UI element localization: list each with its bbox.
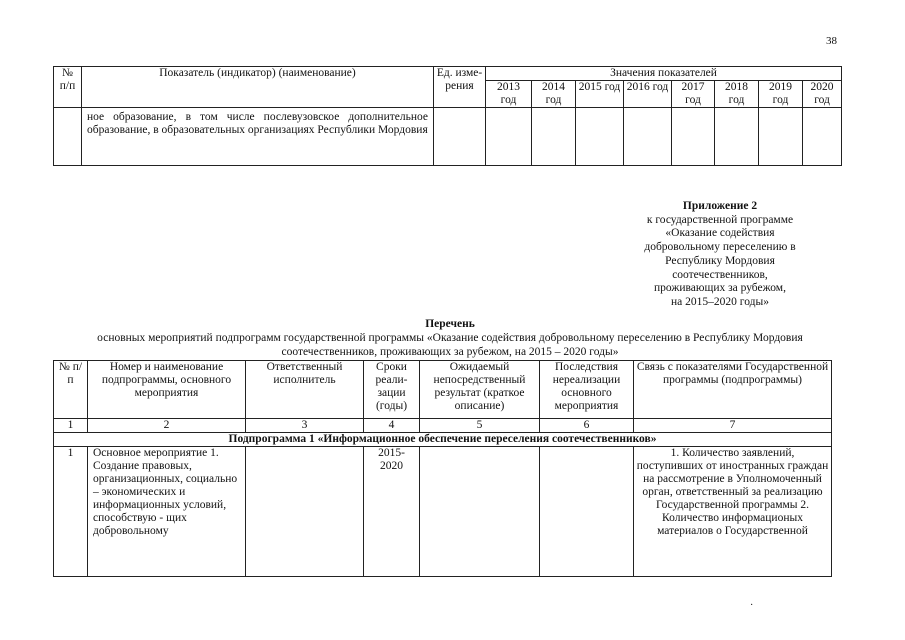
table-cell: [715, 108, 759, 166]
appendix-line: на 2015–2020 годы»: [671, 295, 769, 308]
activity-result: [420, 447, 540, 577]
row-num: 1: [54, 447, 88, 577]
year-2014: 2014 год: [532, 81, 576, 108]
column-number: 4: [364, 419, 420, 433]
column-number: 3: [246, 419, 364, 433]
scan-mark: ·: [750, 600, 754, 611]
header-period: Сроки реали- зации (годы): [364, 361, 420, 419]
header-indicator: Показатель (индикатор) (наименование): [82, 67, 434, 108]
header-consequences: Последствия нереализации основного мероприятия: [540, 361, 634, 419]
column-number: 2: [88, 419, 246, 433]
table-cell: [759, 108, 803, 166]
table-cell: [672, 108, 715, 166]
table-cell: [803, 108, 842, 166]
activity-name: Основное мероприятие 1. Создание правовых, организационных, социально – экономических и информационных условий, способствую - щих добровольному: [88, 447, 246, 577]
header-values: Значения показателей: [486, 67, 842, 81]
table-cell: [624, 108, 672, 166]
column-number: 1: [54, 419, 88, 433]
appendix-line: к государственной программе: [646, 213, 794, 226]
appendix-line: проживающих за рубежом,: [654, 282, 786, 295]
header-link: Связь с показателями Государственной программы (подпрограммы): [634, 361, 832, 419]
appendix-block: [620, 200, 820, 310]
activities-table: [53, 360, 832, 577]
page-number: 38: [826, 35, 837, 47]
year-2017: 2017 год: [672, 81, 715, 108]
table-cell: [54, 108, 82, 166]
year-2020: 2020 год: [803, 81, 842, 108]
appendix-line: Республику Мордовия: [665, 254, 775, 267]
appendix-title: Приложение 2: [682, 200, 758, 212]
table-cell: [486, 108, 532, 166]
year-2018: 2018 год: [715, 81, 759, 108]
appendix-line: добровольному переселению в: [644, 241, 796, 254]
column-number: 6: [540, 419, 634, 433]
header-executor: Ответственный исполнитель: [246, 361, 364, 419]
column-number: 7: [634, 419, 832, 433]
header-result: Ожидаемый непосредственный результат (краткое описание): [420, 361, 540, 419]
table-cell: [532, 108, 576, 166]
table-cell: [576, 108, 624, 166]
year-2016: 2016 год: [624, 81, 672, 108]
header-num: № п/п: [54, 361, 88, 419]
indicator-text: ное образование, в том числе послевузовское дополнительное образование, в образовательных организациях Республики Мордовия: [82, 108, 434, 166]
header-num: № п/п: [54, 67, 82, 108]
activity-consequences: [540, 447, 634, 577]
appendix-line: «Оказание содействия: [665, 227, 775, 240]
indicators-table: [53, 66, 842, 166]
list-heading: Перечень: [425, 318, 475, 330]
appendix-line: соотечественников,: [672, 268, 768, 281]
header-unit: Ед. изме- рения: [434, 67, 486, 108]
activity-link: 1. Количество заявлений, поступивших от иностранных граждан на рассмотрение в Уполномоченный орган, ответственный за реализацию Государственной программы 2. Количество информационых материалов о Государственной: [634, 447, 832, 577]
header-name: Номер и наименование подпрограммы, основного мероприятия: [88, 361, 246, 419]
subprogram-title: Подпрограмма 1 «Информационное обеспечение переселения соотечественников»: [54, 433, 832, 447]
activity-period: 2015- 2020: [364, 447, 420, 577]
year-2015: 2015 год: [576, 81, 624, 108]
activity-executor: [246, 447, 364, 577]
year-2013: 2013 год: [486, 81, 532, 108]
column-number: 5: [420, 419, 540, 433]
year-2019: 2019 год: [759, 81, 803, 108]
table-cell: [434, 108, 486, 166]
list-subtitle: основных мероприятий подпрограмм государственной программы «Оказание содействия добровольному переселению в Республику Мордовия соотечественников, проживающих за рубежом, на 2015 – 2020 годы»: [97, 332, 803, 358]
